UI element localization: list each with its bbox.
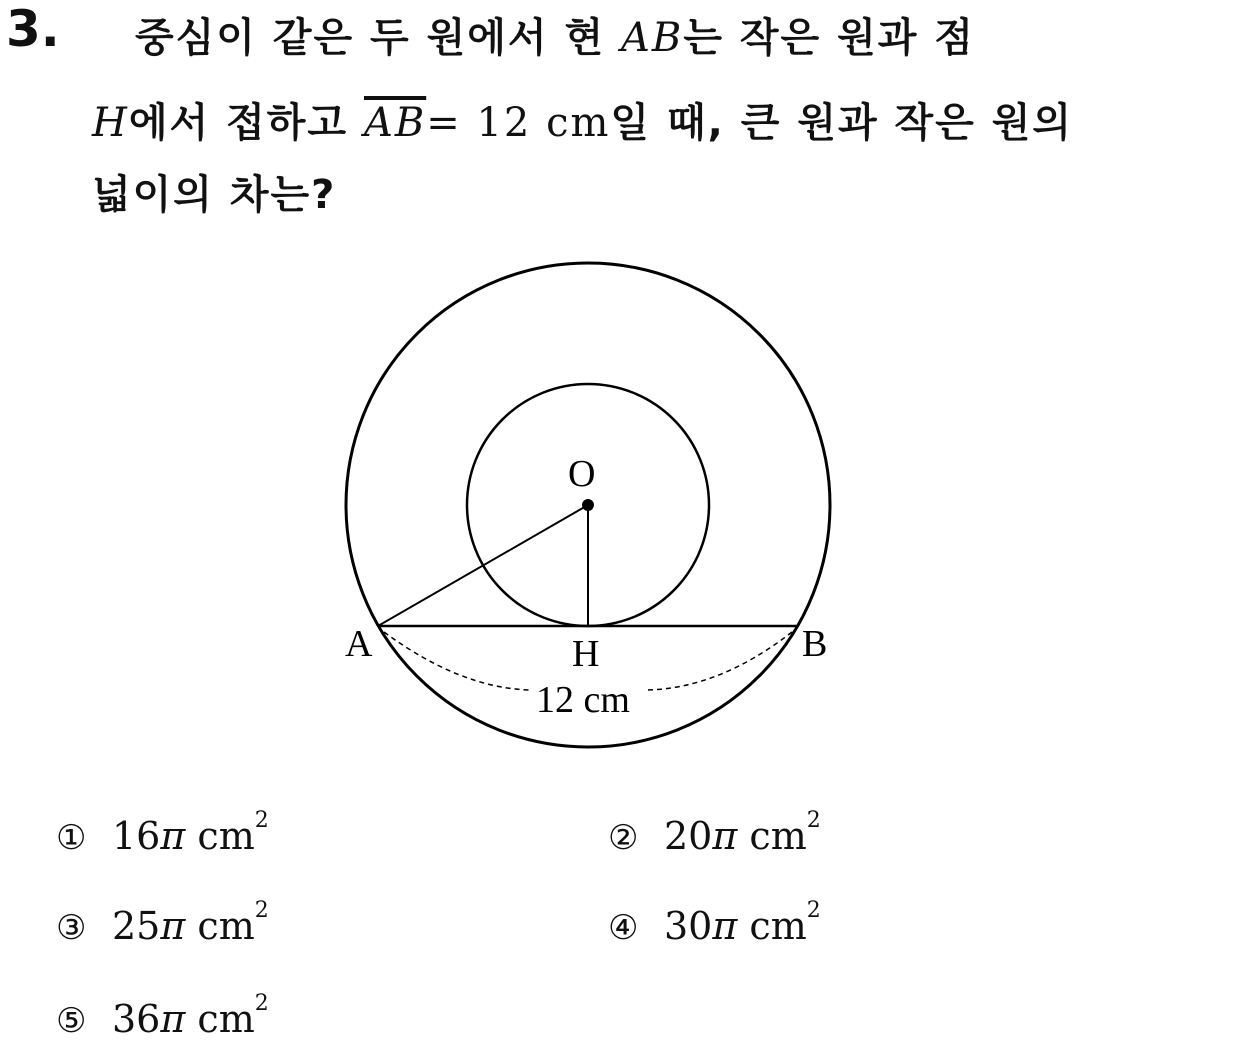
choice-1-mark: ① (56, 818, 87, 858)
question-text: 넓이의 차는? (92, 172, 337, 218)
segment-ab-label: $\overline{AB}$ (363, 100, 427, 146)
question-text: 일 때, 큰 원과 작은 원의 (610, 100, 1074, 146)
unit: cm (185, 904, 255, 948)
unit: cm (737, 814, 807, 858)
choice-4[interactable] (608, 898, 821, 948)
pi-symbol: π (160, 904, 186, 948)
exponent: 2 (254, 991, 269, 1016)
unit: cm (737, 904, 807, 948)
label-h: H (572, 633, 600, 675)
pi-symbol: π (712, 904, 738, 948)
unit: cm (185, 814, 255, 858)
choice-4-mark: ④ (608, 908, 639, 948)
chord-ab-label: AB (621, 15, 684, 61)
question-number: 3. (6, 0, 60, 58)
choice-3-value: 25 (112, 904, 161, 948)
label-a: A (345, 623, 373, 665)
choice-5[interactable] (56, 991, 269, 1041)
exponent: 2 (254, 898, 269, 923)
choice-5-value: 36 (112, 997, 161, 1041)
choice-3[interactable] (56, 898, 269, 948)
choice-2[interactable] (608, 808, 821, 858)
choice-1[interactable] (56, 808, 269, 858)
question-text: 는 작은 원과 점 (683, 15, 975, 61)
choice-2-mark: ② (608, 818, 639, 858)
question-text: 중심이 같은 두 원에서 현 (135, 15, 622, 61)
pi-symbol: π (712, 814, 738, 858)
exponent: 2 (806, 898, 821, 923)
unit: cm (185, 997, 255, 1041)
pi-symbol: π (160, 997, 186, 1041)
segment-oa (378, 505, 588, 626)
choice-5-mark: ⑤ (56, 1001, 87, 1041)
choice-1-value: 16 (112, 814, 161, 858)
point-h-label: H (92, 100, 129, 146)
exponent: 2 (254, 808, 269, 833)
label-b: B (802, 623, 828, 665)
label-o: O (568, 453, 596, 495)
pi-symbol: π (160, 814, 186, 858)
length-label: 12 cm (536, 679, 630, 721)
choice-4-value: 30 (664, 904, 713, 948)
center-point-o (582, 499, 594, 511)
exponent: 2 (806, 808, 821, 833)
question-text: 에서 접하고 (128, 100, 364, 146)
choice-3-mark: ③ (56, 908, 87, 948)
segment-length: = 12 cm (426, 100, 611, 146)
choice-2-value: 20 (664, 814, 713, 858)
